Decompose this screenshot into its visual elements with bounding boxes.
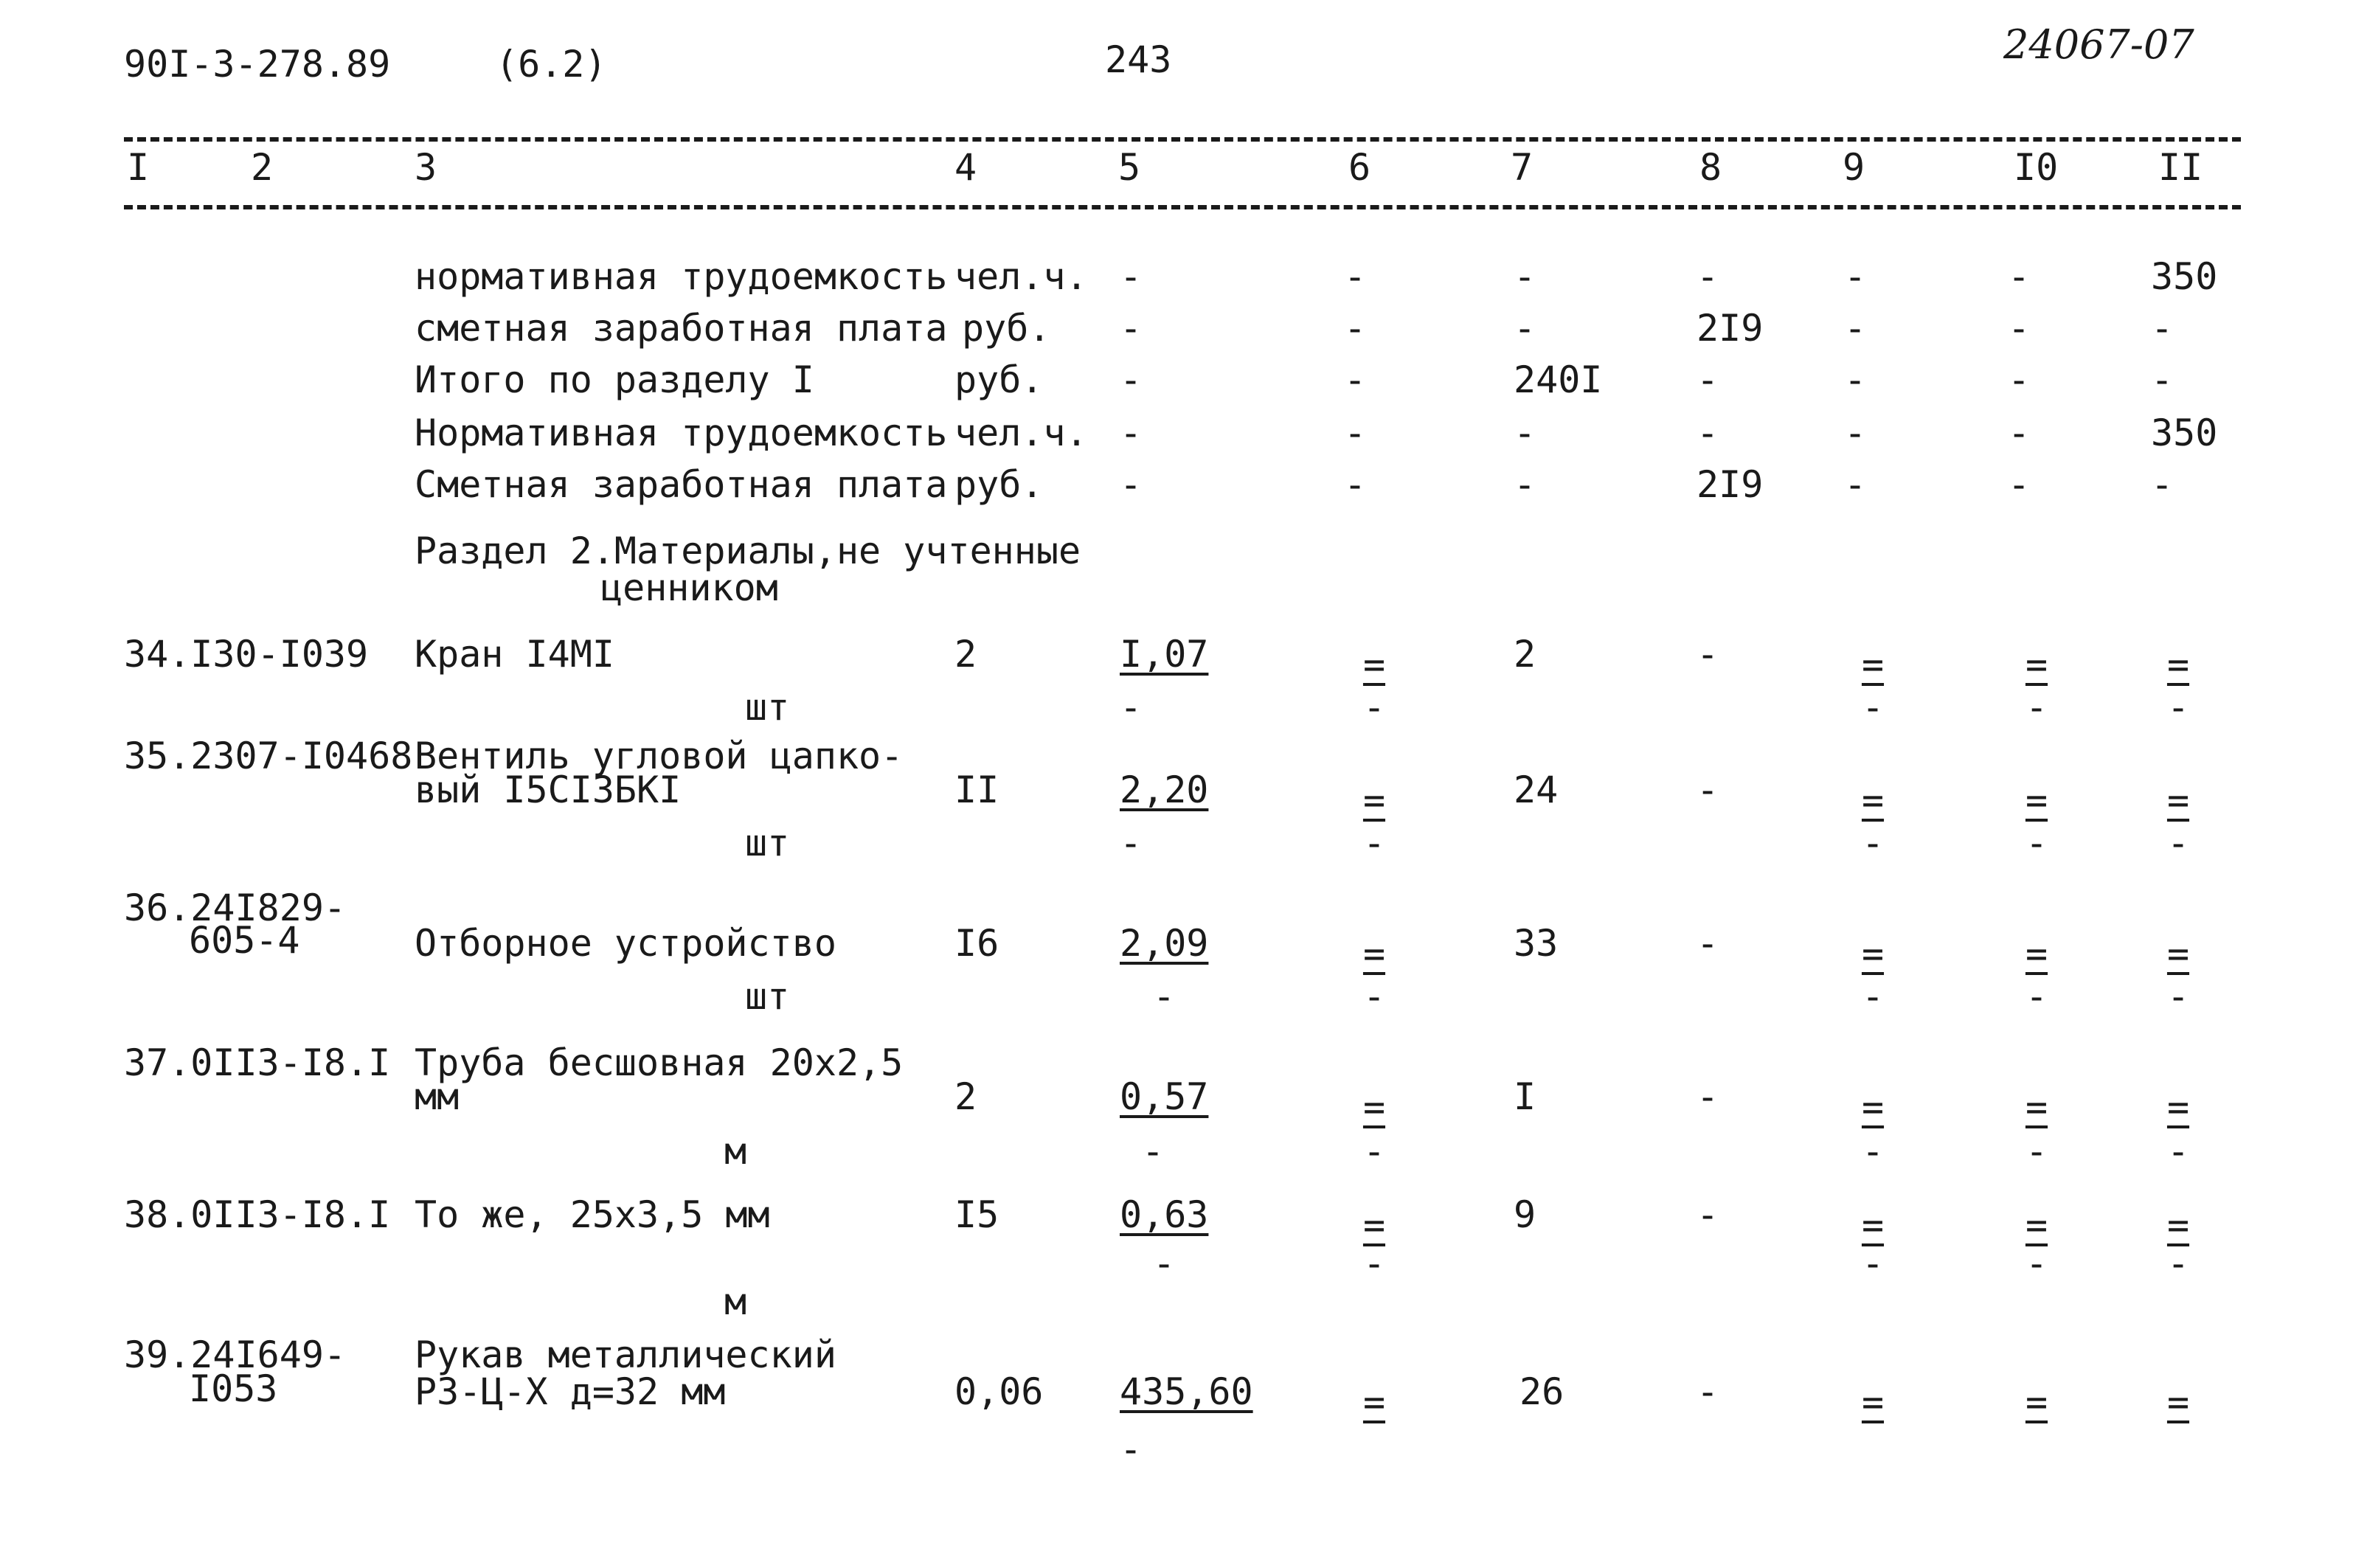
item-code: 37.0II3-I8.I [124,1041,391,1084]
item-code: 39.24I649- [124,1333,347,1376]
cell-8: 2I9 [1697,307,1764,350]
cell-10-sub: - [2025,975,2048,1018]
cell-9: - [1844,358,1867,401]
item-price: 0,57 [1120,1075,1209,1118]
section-title-continued: ценником [600,566,778,609]
cell-9: - [1844,307,1867,350]
cell-5: - [1120,307,1143,350]
cell-7: - [1514,412,1536,454]
cell-11: = [2166,779,2190,822]
item-quantity: I6 [954,922,999,965]
item-name: То же, 25x3,5 мм [415,1193,770,1236]
cell-7: - [1514,255,1536,298]
item-quantity: 2 [954,633,977,676]
summary-unit: чел.ч. [954,412,1088,454]
summary-unit: руб. [962,307,1051,350]
cell-8: - [1697,1370,1719,1413]
cell-7: 240I [1514,358,1603,401]
cell-8: - [1697,412,1719,454]
cell-7: 33 [1514,922,1559,965]
cell-10-sub: - [2025,822,2048,864]
item-code-continued: I053 [189,1367,278,1410]
cell-11: - [2151,463,2174,506]
summary-unit: руб. [954,463,1044,506]
header-rule-bottom [124,205,2241,209]
cell-5: - [1120,255,1143,298]
cell-6: - [1344,463,1367,506]
cell-11: = [2166,932,2190,975]
cell-8: - [1697,1075,1719,1118]
cell-11: = [2166,1381,2190,1423]
cell-6-sub: - [1362,686,1386,729]
cell-11: - [2151,358,2174,401]
cell-6: - [1344,358,1367,401]
cell-5: - [1120,412,1143,454]
cell-10: - [2008,358,2031,401]
item-name: Кран I4MI [415,633,614,676]
item-name: Труба бесшовная 20x2,5 [415,1041,904,1084]
cell-9: = [1861,643,1885,686]
column-header-7: 7 [1511,146,1534,189]
cell-8: - [1697,358,1719,401]
cell-6: = [1362,1381,1386,1423]
cell-9: - [1844,463,1867,506]
cell-7: 2 [1514,633,1536,676]
item-name-continued: Р3-Ц-Х д=32 мм [415,1370,726,1413]
summary-unit: руб. [954,358,1044,401]
column-header-6: 6 [1348,146,1371,189]
cell-11-sub: - [2166,822,2190,864]
cell-7: 26 [1519,1370,1564,1413]
item-price: 2,20 [1120,769,1209,811]
page-number: 243 [1105,38,1172,81]
column-header-9: 9 [1843,146,1865,189]
item-unit: шт [745,822,790,864]
cell-11: - [2151,307,2174,350]
cell-6: = [1362,1204,1386,1246]
cell-10-sub: - [2025,1130,2048,1173]
cell-8: - [1697,922,1719,965]
cell-6-sub: - [1362,1242,1386,1285]
cell-6-sub: - [1362,1130,1386,1173]
cell-6: = [1362,1086,1386,1128]
section-title: Раздел 2.Материалы,не учтенные [415,530,1081,572]
cell-8: - [1697,769,1719,811]
item-unit: шт [745,975,790,1018]
cell-8: - [1697,1193,1719,1236]
item-price: I,07 [1120,633,1209,676]
header-rule-top [124,137,2241,142]
cell-9-sub: - [1861,1130,1885,1173]
cell-10: = [2025,779,2048,822]
cell-9-sub: - [1861,975,1885,1018]
cell-9-sub: - [1861,686,1885,729]
cell-10: = [2025,932,2048,975]
item-price-sub: - [1120,1428,1143,1471]
cell-11-sub: - [2166,1242,2190,1285]
item-name: Отборное устройство [415,922,836,965]
item-code: 34.I30-I039 [124,633,369,676]
cell-8: 2I9 [1697,463,1764,506]
cell-7: - [1514,307,1536,350]
item-quantity: 0,06 [954,1370,1044,1413]
summary-name: сметная заработная плата [415,307,948,350]
summary-name: нормативная трудоемкость [415,255,948,298]
cell-5: - [1120,358,1143,401]
item-name: Вентиль угловой цапко- [415,735,904,777]
column-header-3: 3 [415,146,437,189]
cell-9: = [1861,779,1885,822]
handwritten-number: 24067-07 [2003,21,2194,68]
summary-name: Нормативная трудоемкость [415,412,948,454]
cell-11: 350 [2151,412,2218,454]
cell-7: 9 [1514,1193,1536,1236]
cell-11: = [2166,643,2190,686]
summary-name: Сметная заработная плата [415,463,948,506]
cell-8: - [1697,255,1719,298]
cell-11-sub: - [2166,686,2190,729]
cell-11: 350 [2151,255,2218,298]
item-price: 2,09 [1120,922,1209,965]
cell-9-sub: - [1861,822,1885,864]
summary-name: Итого по разделу I [415,358,814,401]
document-code: 90I-3-278.89 [124,43,391,86]
item-name-continued: вый I5CI3БKI [415,769,682,811]
cell-6: = [1362,779,1386,822]
column-header-5: 5 [1118,146,1141,189]
cell-10: = [2025,1381,2048,1423]
item-quantity: 2 [954,1075,977,1118]
cell-10: = [2025,1086,2048,1128]
cell-10: = [2025,643,2048,686]
cell-5: - [1120,463,1143,506]
item-quantity: I5 [954,1193,999,1236]
document-part: (6.2) [496,43,607,86]
item-price-sub: - [1141,1130,1165,1173]
item-price-sub: - [1152,975,1176,1018]
item-price-sub: - [1120,822,1143,864]
column-header-1: I [127,146,150,189]
item-unit: м [724,1280,747,1323]
cell-9: = [1861,1381,1885,1423]
column-header-11: II [2158,146,2203,189]
cell-10: - [2008,412,2031,454]
cell-10: - [2008,307,2031,350]
cell-9: - [1844,412,1867,454]
column-header-2: 2 [251,146,274,189]
item-price: 0,63 [1120,1193,1209,1236]
cell-6-sub: - [1362,975,1386,1018]
item-code: 35.2307-I0468 [124,735,413,777]
cell-11-sub: - [2166,1130,2190,1173]
cell-7: - [1514,463,1536,506]
item-name-continued: мм [415,1075,460,1118]
cell-6-sub: - [1362,822,1386,864]
item-name: Рукав металлический [415,1333,836,1376]
item-unit: м [724,1130,747,1173]
cell-10: - [2008,463,2031,506]
cell-7: I [1514,1075,1536,1118]
cell-10: = [2025,1204,2048,1246]
cell-9-sub: - [1861,1242,1885,1285]
item-code: 36.24I829- [124,887,347,929]
item-code: 38.0II3-I8.I [124,1193,391,1236]
cell-8: - [1697,633,1719,676]
cell-6: - [1344,255,1367,298]
item-price-sub: - [1120,686,1143,729]
cell-10-sub: - [2025,686,2048,729]
cell-6: = [1362,643,1386,686]
cell-9: - [1844,255,1867,298]
cell-6: - [1344,412,1367,454]
item-code-continued: 605-4 [189,919,300,962]
cell-9: = [1861,932,1885,975]
item-unit: шт [745,686,790,729]
item-quantity: II [954,769,999,811]
item-price: 435,60 [1120,1370,1253,1413]
cell-11: = [2166,1086,2190,1128]
summary-unit: чел.ч. [954,255,1088,298]
cell-6: - [1344,307,1367,350]
cell-9: = [1861,1204,1885,1246]
cell-11: = [2166,1204,2190,1246]
cell-6: = [1362,932,1386,975]
cell-9: = [1861,1086,1885,1128]
column-header-4: 4 [954,146,977,189]
cell-10-sub: - [2025,1242,2048,1285]
cell-10: - [2008,255,2031,298]
column-header-8: 8 [1699,146,1722,189]
column-header-10: I0 [2014,146,2059,189]
item-price-sub: - [1152,1242,1176,1285]
cell-11-sub: - [2166,975,2190,1018]
cell-7: 24 [1514,769,1559,811]
